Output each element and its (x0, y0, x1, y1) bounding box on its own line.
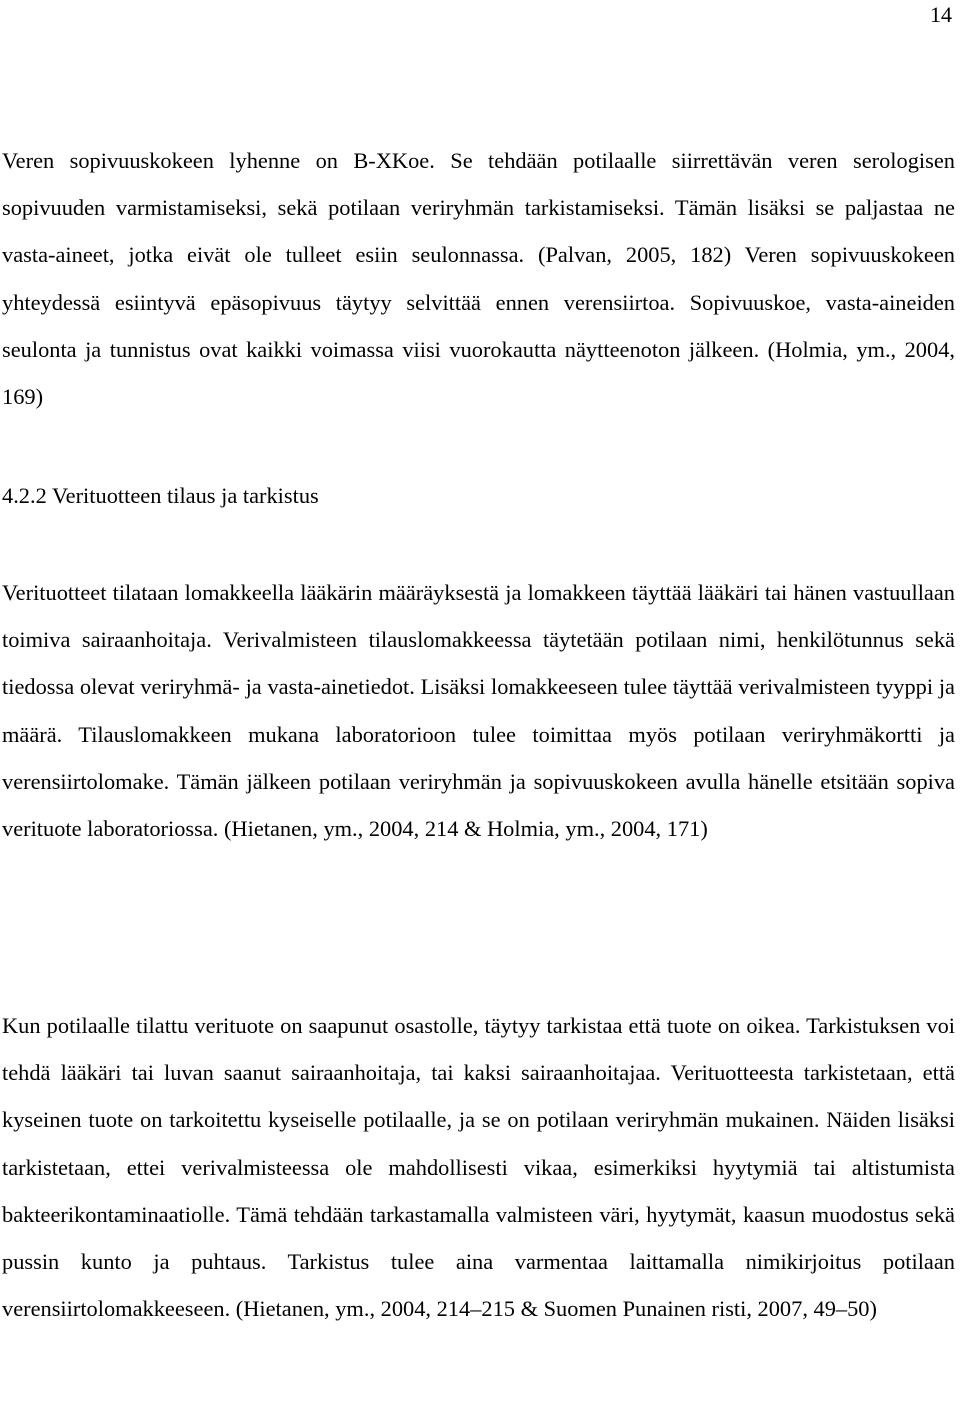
page-number: 14 (930, 2, 952, 27)
section-heading-4-2-2: 4.2.2 Verituotteen tilaus ja tarkistus (2, 483, 319, 508)
paragraph-checking: Kun potilaalle tilattu verituote on saapunut osastolle, täytyy tarkistaa että tuote on oikea. Tarkistuksen voi tehdä lääkäri tai luvan saanut sairaanhoitaja, tai kaksi sairaanhoitajaa. Verituotteesta tarkistetaan, että kyseinen tuote on tarkoitettu kyseiselle potilaalle, ja se on potilaan veriryhmän mukainen. Näiden lisäksi tarkistetaan, ettei verivalmisteessa ole mahdollisesti vikaa, esimerkiksi hyytymiä tai altistumista bakteerikontaminaatiolle. Tämä tehdään tarkastamalla valmisteen väri, hyytymät, kaasun muodostus sekä pussin kunto ja puhtaus. Tarkistus tulee aina varmentaa laittamalla nimikirjoitus potilaan verensiirtolomakkeeseen. (Hietanen, ym., 2004, 214–215 & Suomen Punainen risti, 2007, 49–50) (2, 1013, 955, 1322)
paragraph-ordering: Verituotteet tilataan lomakkeella lääkärin määräyksestä ja lomakkeen täyttää lääkäri tai hänen vastuullaan toimiva sairaanhoitaja. Verivalmisteen tilauslomakkeessa täytetään potilaan nimi, henkilötunnus sekä tiedossa olevat veriryhmä- ja vasta-ainetiedot. Lisäksi lomakkeeseen tulee täyttää verivalmisteen tyyppi ja määrä. Tilauslomakkeen mukana laboratorioon tulee toimittaa myös potilaan veriryhmäkortti ja verensiirtolomake. Tämän jälkeen potilaan veriryhmän ja sopivuuskokeen avulla hänelle etsitään sopiva verituote laboratoriossa. (Hietanen, ym., 2004, 214 & Holmia, ym., 2004, 171) (2, 580, 955, 842)
paragraph-crossmatch: Veren sopivuuskokeen lyhenne on B-XKoe. Se tehdään potilaalle siirrettävän veren serologisen sopivuuden varmistamiseksi, sekä potilaan veriryhmän tarkistamiseksi. Tämän lisäksi se paljastaa ne vasta-aineet, jotka eivät ole tulleet esiin seulonnassa. (Palvan, 2005, 182) Veren sopivuuskokeen yhteydessä esiintyvä epäsopivuus täytyy selvittää ennen verensiirtoa. Sopivuuskoe, vasta-aineiden seulonta ja tunnistus ovat kaikki voimassa viisi vuorokautta näytteenoton jälkeen. (Holmia, ym., 2004, 169) (2, 148, 955, 410)
